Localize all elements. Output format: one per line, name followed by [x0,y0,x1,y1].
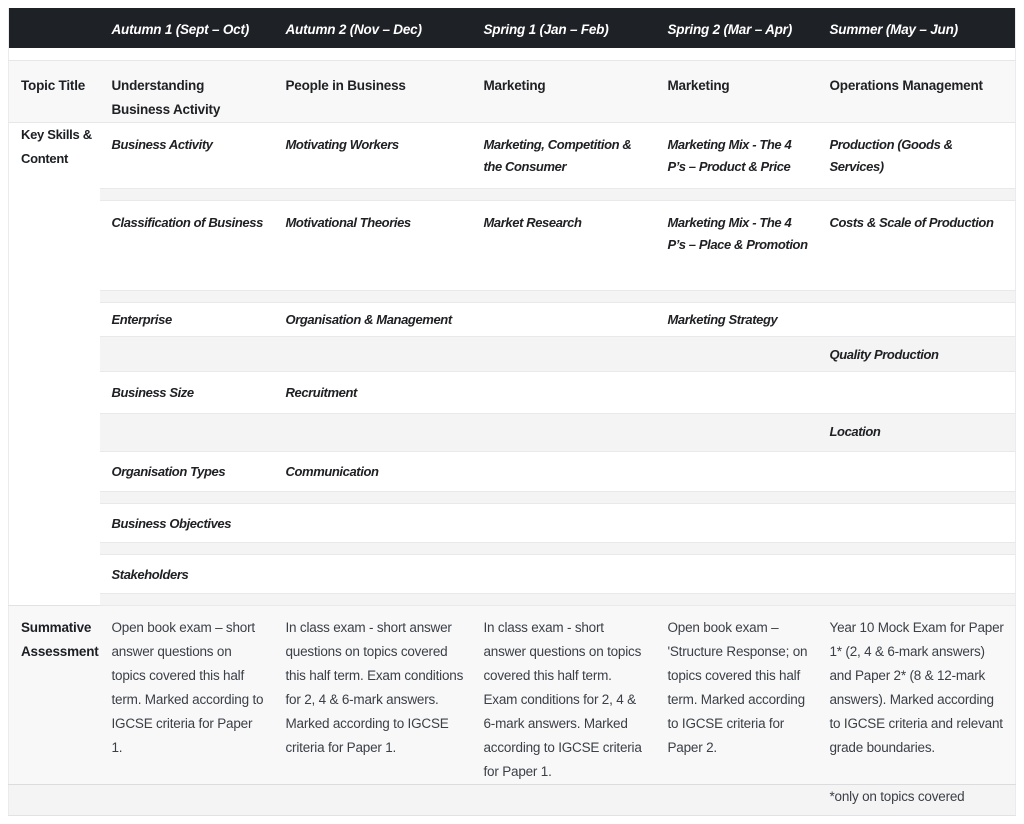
skill-cell: Business Activity [100,122,274,188]
assessment-cell: Open book exam – 'Structure Response; on topics covered this half term. Marked according to IGCSE criteria for Paper 2. [656,605,818,784]
skill-cell [472,302,656,336]
skill-cell [274,336,472,371]
skill-cell: Marketing Mix - The 4 P’s – Place & Promotion [656,200,818,290]
skills-row [9,122,1016,188]
footnote-row [9,784,1016,815]
term-header-row [9,8,1016,48]
topic-cell: Marketing [472,60,656,122]
skill-cell [274,413,472,451]
spacer-row [9,188,1016,200]
skill-cell: Marketing, Competition & the Consumer [472,122,656,188]
key-skills-label: Key Skills & Content [9,122,100,605]
header-gap [9,48,1016,60]
skill-cell [472,371,656,413]
assessment-cell: Open book exam – short answer questions on topics covered this half term. Marked according to IGCSE criteria for Paper 1. [100,605,274,784]
skill-cell: Classification of Business [100,200,274,290]
skills-row [9,451,1016,491]
skill-cell [656,451,818,491]
skill-cell: Location [818,413,1016,451]
topic-cell: Marketing [656,60,818,122]
footnote-spacer-cell [9,784,818,815]
term-header-autumn1: Autumn 1 (Sept – Oct) [100,8,274,48]
skill-cell: Motivating Workers [274,122,472,188]
skill-cell [472,503,656,542]
skills-row [9,200,1016,290]
summative-assessment-label: Summative Assessment [9,605,100,784]
skill-cell [472,413,656,451]
skills-row [9,302,1016,336]
skill-cell: Business Objectives [100,503,274,542]
topic-cell: Understanding Business Activity [100,60,274,122]
skill-cell [656,503,818,542]
term-header-spring2: Spring 2 (Mar – Apr) [656,8,818,48]
skill-cell: Costs & Scale of Production [818,200,1016,290]
spacer-row [9,290,1016,302]
skill-cell: Organisation Types [100,451,274,491]
term-header-spring1: Spring 1 (Jan – Feb) [472,8,656,48]
footnote: *only on topics covered [818,784,1016,815]
spacer-row [9,491,1016,503]
skill-cell: Market Research [472,200,656,290]
skill-cell: Business Size [100,371,274,413]
skill-cell: Quality Production [818,336,1016,371]
skill-cell [818,302,1016,336]
skill-cell [274,554,472,593]
skill-cell: Stakeholders [100,554,274,593]
skill-cell [818,451,1016,491]
assessment-cell: In class exam - short answer questions on topics covered this half term. Exam conditions for 2, 4 & 6-mark answers. Marked according to IGCSE criteria for Paper 1. [472,605,656,784]
skill-cell [472,554,656,593]
summer-only-row [9,336,1016,371]
assessment-cell: In class exam - short answer questions on topics covered this half term. Exam conditions for 2, 4 & 6-mark answers. Marked according to IGCSE criteria for Paper 1. [274,605,472,784]
topic-title-row [9,60,1016,122]
term-header-summer: Summer (May – Jun) [818,8,1016,48]
summer-only-row [9,413,1016,451]
skill-cell [818,554,1016,593]
assessment-cell: Year 10 Mock Exam for Paper 1* (2, 4 & 6-mark answers) and Paper 2* (8 & 12-mark answers). Marked according to IGCSE criteria and relevant grade boundaries. [818,605,1016,784]
skill-cell [472,336,656,371]
skill-cell [818,371,1016,413]
skill-cell: Production (Goods & Services) [818,122,1016,188]
spacer-row [9,542,1016,554]
skill-cell [656,371,818,413]
topic-cell: Operations Management [818,60,1016,122]
skill-cell: Motivational Theories [274,200,472,290]
skill-cell [656,554,818,593]
skill-cell: Recruitment [274,371,472,413]
skill-cell: Marketing Mix - The 4 P’s – Product & Price [656,122,818,188]
skill-cell: Communication [274,451,472,491]
skill-cell: Organisation & Management [274,302,472,336]
summative-assessment-row [9,605,1016,784]
topic-cell: People in Business [274,60,472,122]
spacer-row [9,593,1016,605]
skill-cell [274,503,472,542]
corner-header-cell [9,8,100,48]
skill-cell: Marketing Strategy [656,302,818,336]
skills-row [9,554,1016,593]
skill-cell [100,336,274,371]
term-header-autumn2: Autumn 2 (Nov – Dec) [274,8,472,48]
skill-cell [656,336,818,371]
topic-title-label: Topic Title [9,60,100,122]
curriculum-table [8,8,1016,816]
skills-row [9,371,1016,413]
skill-cell [100,413,274,451]
skills-row [9,503,1016,542]
skill-cell: Enterprise [100,302,274,336]
skill-cell [472,451,656,491]
skill-cell [818,503,1016,542]
skill-cell [656,413,818,451]
